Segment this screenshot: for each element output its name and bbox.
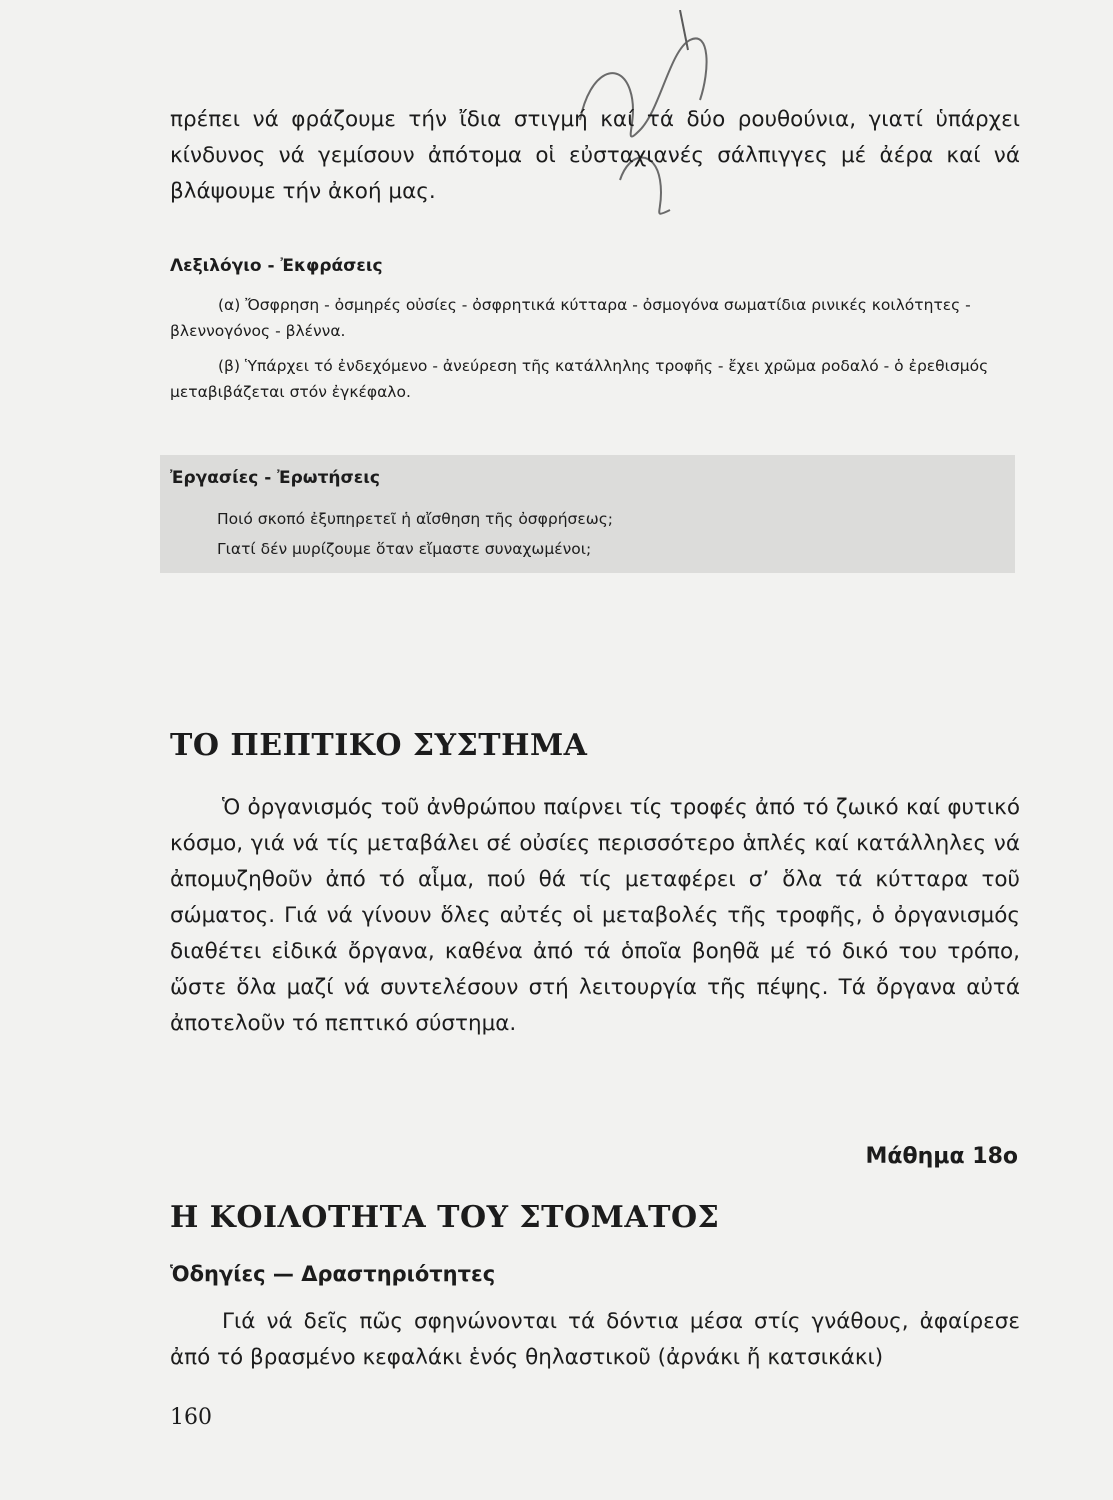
question-1: Ποιό σκοπό ἐξυπηρετεῖ ἡ αἴσθηση τῆς ὀσφρήσεως;	[217, 510, 614, 528]
vocab-b-text: (β) Ὑπάρχει τό ἐνδεχόμενο - ἀνεύρεση τῆς κατάλληλης τροφῆς - ἔχει χρῶμα ροδαλό - ὁ ἐρεθισμός μεταβιβάζεται στόν ἐγκέφαλο.	[170, 357, 989, 401]
tasks-heading: Ἐργασίες - Ἐρωτήσεις	[170, 468, 380, 488]
section-title-oral-cavity: Η ΚΟΙΛΟΤΗΤΑ ΤΟΥ ΣΤΟΜΑΤΟΣ	[170, 1200, 720, 1235]
vocab-list-a	[170, 292, 1020, 344]
instructions-heading: Ὁδηγίες — Δραστηριότητες	[170, 1262, 496, 1286]
question-2: Γιατί δέν μυρίζουμε ὅταν εἴμαστε συναχωμένοι;	[217, 540, 592, 558]
instructions-paragraph: Γιά νά δεῖς πῶς σφηνώνονται τά δόντια μέσα στίς γνάθους, ἀφαίρεσε ἀπό τό βρασμένο κεφαλάκι ἑνός θηλαστικοῦ (ἀρνάκι ἤ κατσικάκι)	[170, 1309, 1020, 1370]
section-title-digestive-system: ΤΟ ΠΕΠΤΙΚΟ ΣΥΣΤΗΜΑ	[170, 728, 588, 763]
continuation-paragraph: πρέπει νά φράζουμε τήν ἴδια στιγμή καί τά δύο ρουθούνια, γιατί ὑπάρχει κίνδυνος νά γεμίσουν ἀπότομα οἱ εὐσταχιανές σάλπιγγες μέ ἀέρα καί νά βλάψουμε τήν ἀκοή μας.	[170, 107, 1020, 204]
vocab-a-text: (α) Ὄσφρηση - ὀσμηρές οὐσίες - ὀσφρητικά κύτταρα - ὀσμογόνα σωματίδια ρινικές κοιλότητες - βλεννογόνος - βλέννα.	[170, 296, 971, 340]
page-number: 160	[170, 1405, 212, 1430]
lesson-label: Μάθημα 18ο	[865, 1144, 1018, 1169]
vocab-heading: Λεξιλόγιο - Ἐκφράσεις	[170, 256, 383, 276]
vocab-list-b	[170, 353, 1020, 405]
digestive-system-paragraph: Ὁ ὀργανισμός τοῦ ἀνθρώπου παίρνει τίς τροφές ἀπό τό ζωικό καί φυτικό κόσμο, γιά νά τίς μεταβάλει σέ οὐσίες περισσότερο ἁπλές καί κατάλληλες νά ἀπομυζηθοῦν ἀπό τό αἷμα, πού θά τίς μεταφέρει σ’ ὅλα τά κύτταρα τοῦ σώματος. Γιά νά γίνουν ὅλες αὐτές οἱ μεταβολές τῆς τροφῆς, ὁ ὀργανισμός διαθέτει εἰδικά ὄργανα, καθένα ἀπό τά ὁποῖα βοηθᾶ μέ τό δικό του τρόπο, ὥστε ὅλα μαζί νά συντελέσουν στή λειτουργία τῆς πέψης. Τά ὄργανα αὐτά ἀποτελοῦν τό πεπτικό σύστημα.	[170, 795, 1020, 1036]
